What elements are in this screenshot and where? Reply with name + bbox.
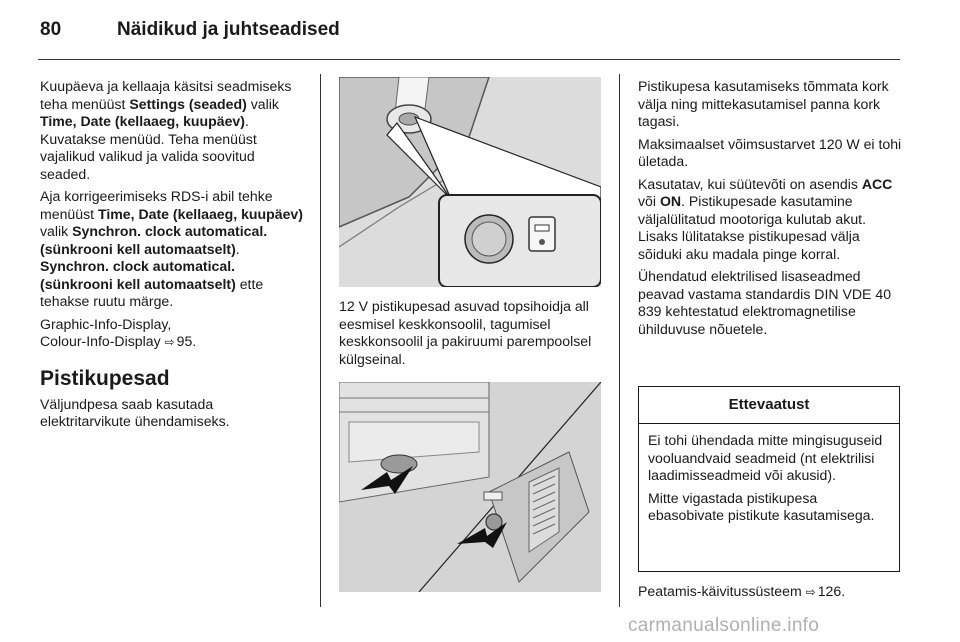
paragraph-max-power: Maksimaalset võimsustarvet 120 W ei tohi ületada. — [638, 135, 902, 169]
watermark: carmanualsonline.info — [628, 615, 820, 636]
figure-front-console-socket — [339, 77, 601, 287]
column-middle — [339, 298, 604, 373]
page-reference-link[interactable]: 126. — [817, 583, 846, 599]
column-left — [40, 78, 305, 436]
page-number: 80 — [40, 19, 62, 40]
paragraph-usage: Pistikupesa kasutamiseks tõmmata kork välja ning mittekasutamisel panna kork tagasi. — [638, 78, 889, 129]
header-rule — [38, 59, 900, 60]
paragraph-manual-time-setting: Kuupäeva ja kellaaja käsitsi seadmiseks teha menüüst Settings (seaded) valik Time, Date (kellaaeg, kuupäev). Kuvatakse menüüd. Teha menüüst vajalikud valikud ja valida soovitud seaded. — [40, 78, 292, 182]
page-reference-link[interactable]: 95. — [176, 333, 197, 349]
figure-rear-and-trunk-sockets — [339, 382, 601, 592]
page-reference-icon: ⇨ — [805, 585, 816, 599]
paragraph-socket-intro: Väljundpesa saab kasutada elektritarvikute ühendamiseks. — [40, 395, 230, 429]
paragraph-rds-time-correction: Aja korrigeerimiseks RDS-i abil tehke menüüst Time, Date (kellaaeg, kuupäev) valik Synchron. clock automatical. (sünkrooni kell automaatselt). Synchron. clock automatical. (sünkrooni kell automaatselt) ette tehakse ruutu märge. — [40, 188, 303, 309]
column-divider-left — [320, 74, 321, 607]
caution-title: Ettevaatust — [639, 387, 899, 424]
caution-text-1: Ei tohi ühendada mitte mingisuguseid vooluandvaid seadmeid (nt elektrilisi laadimisseadmeid või akusid). — [648, 432, 883, 483]
paragraph-display-reference: Graphic-Info-Display, Colour-Info-Display ⇨ 95. — [40, 315, 197, 349]
paragraph-standards: Ühendatud elektrilised lisaseadmed peavad vastama standardis DIN VDE 40 839 kehtestatud elektromagnetilise ühilduvuse nõuetele. — [638, 268, 892, 337]
column-right — [638, 78, 903, 343]
column-divider-right — [619, 74, 620, 607]
figure-caption: 12 V pistikupesad asuvad topsihoidja all eesmisel keskkonsoolil, tagumisel keskkonsoolil ja pakiruumi parempoolsel külgseinal. — [339, 298, 592, 367]
stop-start-reference: Peatamis-käivitussüsteem ⇨ 126. — [638, 583, 846, 599]
caution-text-2: Mitte vigastada pistikupesa ebasobivate pistikute kasutamisega. — [648, 489, 875, 523]
caution-box — [638, 386, 900, 572]
page-title: Näidikud ja juhtseadised — [117, 19, 340, 40]
paragraph-ignition: Kasutatav, kui süütevõti on asendis ACC või ON. Pistikupesade kasutamine väljalülitatud mootoriga kulutab akut. Lisaks lülitatakse pistikupesad välja sõiduki aku madala pinge korral. — [638, 175, 893, 262]
section-heading: Pistikupesad — [40, 366, 170, 390]
page-reference-icon: ⇨ — [164, 335, 175, 349]
